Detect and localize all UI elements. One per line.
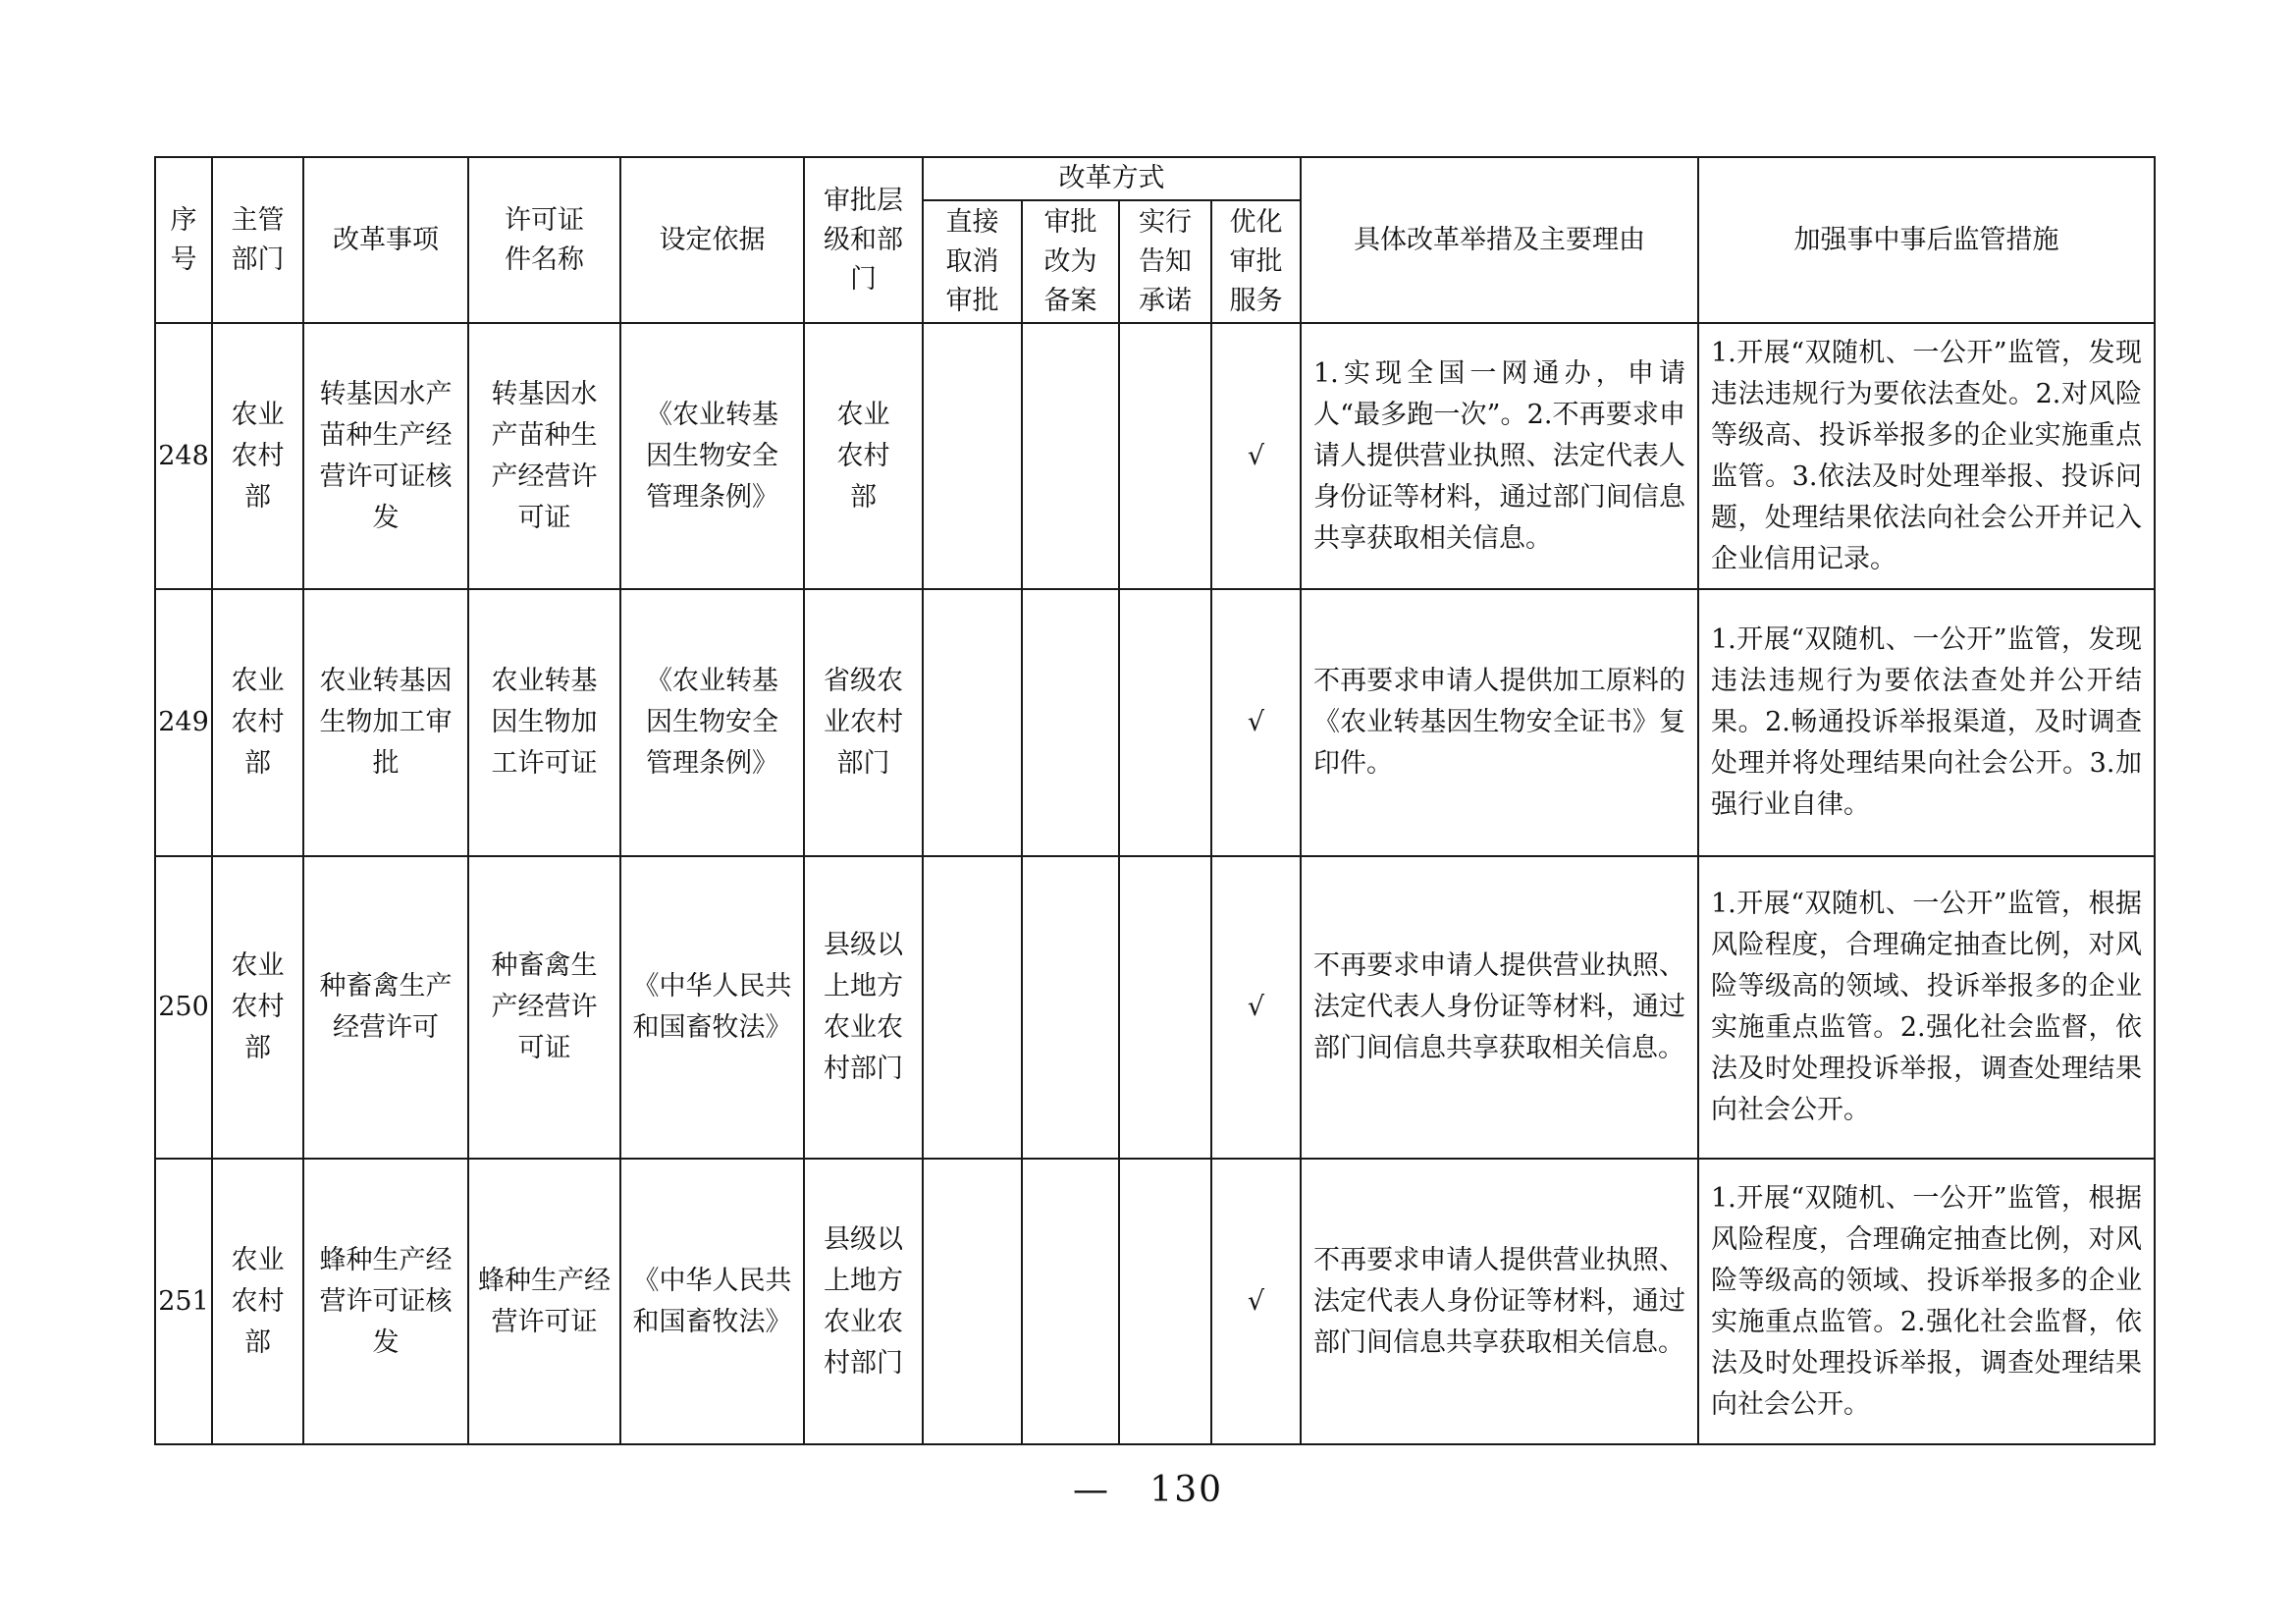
cell-item: 种畜禽生产经营许可 — [303, 856, 468, 1159]
cell-dept: 农业农村部 — [212, 323, 303, 589]
cell-seq: 250 — [155, 856, 212, 1159]
header-dept: 主管部门 — [212, 157, 303, 323]
cell-mode-notify — [1119, 1159, 1211, 1444]
checkmark-icon: √ — [1211, 1159, 1301, 1444]
cell-level: 县级以上地方农业农村部门 — [804, 856, 923, 1159]
page-number: — 130 — [1072, 1470, 1224, 1510]
cell-mode-filing — [1022, 323, 1119, 589]
cell-mode-notify — [1119, 856, 1211, 1159]
reform-table — [154, 156, 2156, 1445]
cell-dept: 农业农村部 — [212, 856, 303, 1159]
cell-mode-notify — [1119, 323, 1211, 589]
header-mode-optimize: 优化审批服务 — [1211, 200, 1301, 323]
cell-level: 省级农业农村部门 — [804, 589, 923, 856]
cell-dept: 农业农村部 — [212, 1159, 303, 1444]
header-seq: 序号 — [155, 157, 212, 323]
cell-mode-filing — [1022, 1159, 1119, 1444]
table-row — [155, 589, 2155, 856]
cell-item: 蜂种生产经营许可证核发 — [303, 1159, 468, 1444]
header-basis: 设定依据 — [620, 157, 804, 323]
table-row — [155, 1159, 2155, 1444]
cell-item: 转基因水产苗种生产经营许可证核发 — [303, 323, 468, 589]
cell-mode-cancel — [923, 589, 1022, 856]
cell-license: 蜂种生产经营许可证 — [468, 1159, 620, 1444]
cell-seq: 248 — [155, 323, 212, 589]
cell-mode-notify — [1119, 589, 1211, 856]
header-level: 审批层级和部门 — [804, 157, 923, 323]
header-measures: 具体改革举措及主要理由 — [1301, 157, 1698, 323]
cell-mode-filing — [1022, 856, 1119, 1159]
cell-item: 农业转基因生物加工审批 — [303, 589, 468, 856]
cell-basis: 《中华人民共和国畜牧法》 — [620, 856, 804, 1159]
cell-license: 种畜禽生产经营许可证 — [468, 856, 620, 1159]
cell-measures: 不再要求申请人提供营业执照、法定代表人身份证等材料，通过部门间信息共享获取相关信息。 — [1301, 1159, 1698, 1444]
cell-basis: 《农业转基因生物安全管理条例》 — [620, 589, 804, 856]
cell-license: 转基因水产苗种生产经营许可证 — [468, 323, 620, 589]
checkmark-icon: √ — [1211, 323, 1301, 589]
cell-level: 县级以上地方农业农村部门 — [804, 1159, 923, 1444]
cell-basis: 《农业转基因生物安全管理条例》 — [620, 323, 804, 589]
checkmark-icon: √ — [1211, 589, 1301, 856]
checkmark-icon: √ — [1211, 856, 1301, 1159]
cell-mode-cancel — [923, 323, 1022, 589]
cell-seq: 249 — [155, 589, 212, 856]
header-mode-filing: 审批改为备案 — [1022, 200, 1119, 323]
header-mode-notify: 实行告知承诺 — [1119, 200, 1211, 323]
header-supervision: 加强事中事后监管措施 — [1698, 157, 2155, 323]
table-row — [155, 323, 2155, 589]
cell-seq: 251 — [155, 1159, 212, 1444]
cell-supervision: 1.开展“双随机、一公开”监管，根据风险程度，合理确定抽查比例，对风险等级高的领域、投诉举报多的企业实施重点监管。2.强化社会监督，依法及时处理投诉举报，调查处理结果向社会公开。 — [1698, 856, 2155, 1159]
cell-license: 农业转基因生物加工许可证 — [468, 589, 620, 856]
cell-mode-filing — [1022, 589, 1119, 856]
cell-supervision: 1.开展“双随机、一公开”监管，发现违法违规行为要依法查处。2.对风险等级高、投诉举报多的企业实施重点监管。3.依法及时处理举报、投诉问题，处理结果依法向社会公开并记入企业信用记录。 — [1698, 323, 2155, 589]
cell-supervision: 1.开展“双随机、一公开”监管，根据风险程度，合理确定抽查比例，对风险等级高的领域、投诉举报多的企业实施重点监管。2.强化社会监督，依法及时处理投诉举报，调查处理结果向社会公开。 — [1698, 1159, 2155, 1444]
cell-measures: 不再要求申请人提供营业执照、法定代表人身份证等材料，通过部门间信息共享获取相关信息。 — [1301, 856, 1698, 1159]
cell-supervision: 1.开展“双随机、一公开”监管，发现违法违规行为要依法查处并公开结果。2.畅通投诉举报渠道，及时调查处理并将处理结果向社会公开。3.加强行业自律。 — [1698, 589, 2155, 856]
cell-dept: 农业农村部 — [212, 589, 303, 856]
cell-measures: 不再要求申请人提供加工原料的《农业转基因生物安全证书》复印件。 — [1301, 589, 1698, 856]
table-row — [155, 856, 2155, 1159]
header-mode-cancel: 直接取消审批 — [923, 200, 1022, 323]
cell-basis: 《中华人民共和国畜牧法》 — [620, 1159, 804, 1444]
header-license: 许可证件名称 — [468, 157, 620, 323]
cell-mode-cancel — [923, 856, 1022, 1159]
cell-level: 农业农村部 — [804, 323, 923, 589]
cell-measures: 1.实现全国一网通办，申请人“最多跑一次”。2.不再要求申请人提供营业执照、法定代表人身份证等材料，通过部门间信息共享获取相关信息。 — [1301, 323, 1698, 589]
cell-mode-cancel — [923, 1159, 1022, 1444]
header-reform-mode: 改革方式 — [923, 157, 1301, 200]
header-item: 改革事项 — [303, 157, 468, 323]
